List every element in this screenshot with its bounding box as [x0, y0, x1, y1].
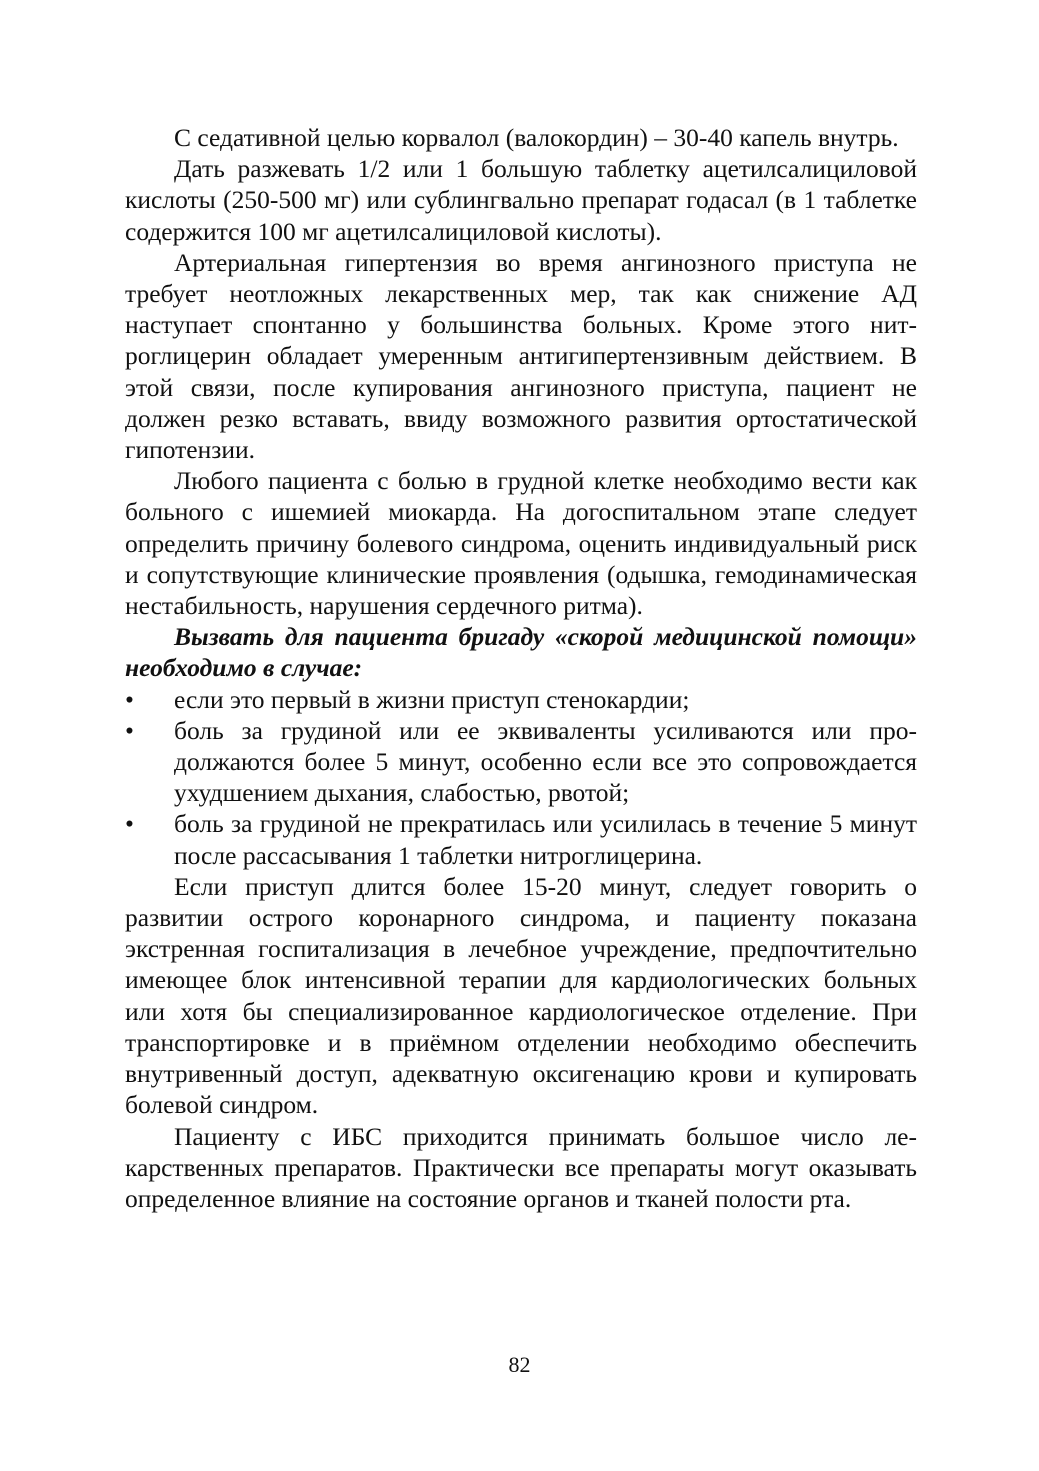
page-body [125, 122, 917, 1214]
list-item-text: если это первый в жизни приступ стенокардии; [174, 684, 690, 714]
emergency-call-heading: Вызвать для пациента бригаду «скорой медицинской помощи» необходимо в случае: [125, 622, 917, 683]
paragraph-ibs-medications: Пациенту с ИБС приходится принимать большое число лекарственных препаратов. Практически все препараты могут оказывать определенное влияние на состояние органов и тканей полости рта. [125, 1121, 917, 1213]
paragraph-acs: Если приступ длится более 15-20 минут, следует говорить о развитии острого коронарного синдрома, и пациенту показана экстренная госпитализация в лечебное учреждение, предпочтительно имеющее блок интенсивной терапии для кардиологических больных или хотя бы специализированное кардиологическое отделение. При транспортировке и в приёмном отделении необходимо обеспечить внутривенный доступ, адекватную оксигенацию крови и купировать болевой синдром. [125, 871, 917, 1120]
paragraph-hypertension: Артериальная гипертензия во время ангинозного приступа не требует неотложных лекарственных мер, так как снижение АД наступает спонтанно у большинства больных. Кроме этого нитроглицерин обладает умеренным антигипертензивным действием. В этой связи, после купирования ангинозного приступа, пациент не должен резко вставать, ввиду возможного развития ортостатической гипотензии. [125, 247, 917, 465]
paragraph-sedative: С седативной целью корвалол (валокордин) – 30-40 капель внутрь. [174, 123, 899, 152]
emergency-conditions-list [125, 684, 917, 871]
list-item [125, 684, 917, 715]
bullet-marker: • [125, 684, 134, 714]
list-item-text: боль за грудиной или ее эквиваленты усиливаются или продолжаются более 5 минут, особенно если все это сопровождается ухудшением дыхания, слабостью, рвотой; [174, 715, 917, 808]
list-item [125, 808, 917, 870]
bullet-marker: • [125, 809, 134, 839]
list-item-text: боль за грудиной не прекратилась или усилилась в течение 5 минут после рассасывания 1 таблетки нитроглицерина. [174, 809, 917, 870]
list-item [125, 715, 917, 809]
paragraph-aspirin: Дать разжевать 1/2 или 1 большую таблетку ацетилсалициловой кислоты (250-500 мг) или сублингвально препарат годасал (в 1 таблетке содержится 100 мг ацетилсалициловой кислоты). [125, 154, 917, 246]
bullet-marker: • [125, 715, 134, 745]
page-number: 82 [508, 1352, 531, 1377]
paragraph-chest-pain: Любого пациента с болью в грудной клетке необходимо вести как больного с ишемией миокарда. На догоспитальном этапе следует определить причину болевого синдрома, оценить индивидуальный риск и сопутствующие клинические проявления (одышка, гемодинамическая нестабильность, нарушения сердечного ритма). [125, 466, 917, 621]
